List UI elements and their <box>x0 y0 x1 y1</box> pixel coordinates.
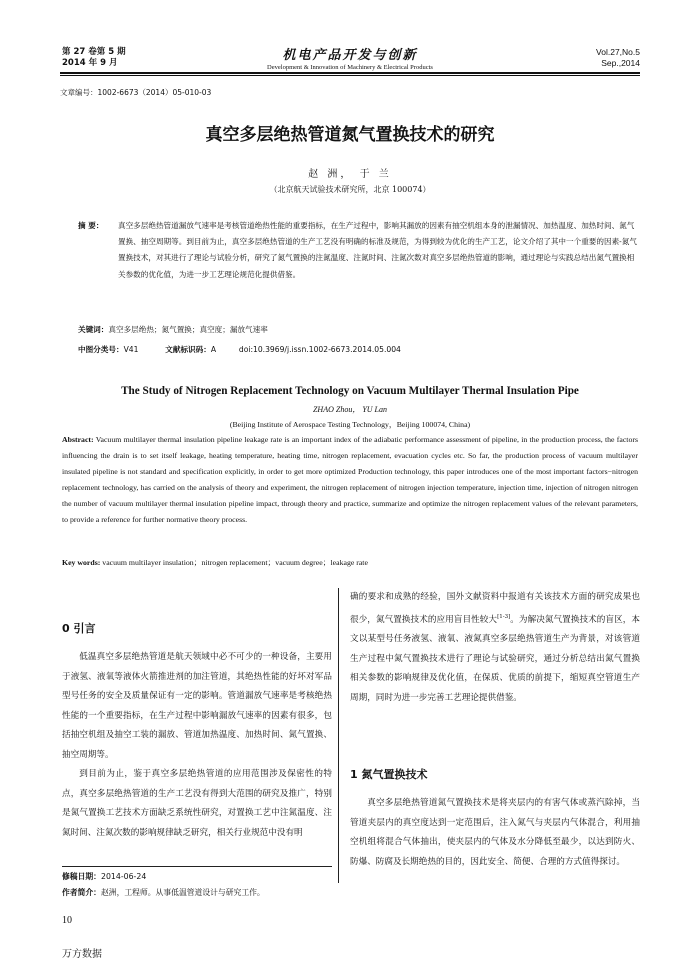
keywords-cn-label: 关键词： <box>78 325 109 334</box>
header-date-en: Sep.,2014 <box>601 58 640 68</box>
header-volume <box>596 47 640 69</box>
author-bio-label: 作者简介： <box>62 888 101 897</box>
section-0-p3-text: 确的要求和成熟的经验，国外文献资料中报道有关该技术方面的研究成果也很少，氮气置换技术的应用盲目性较大 <box>350 592 640 625</box>
doc-code-label: 文献标识码： <box>165 345 211 354</box>
watermark: 万方数据 <box>62 949 102 960</box>
footnote-rule <box>62 866 332 867</box>
column-divider <box>338 588 339 883</box>
abstract-en <box>62 432 638 529</box>
keywords-en <box>62 557 368 568</box>
header-volume-en: Vol.27,No.5 <box>596 47 640 57</box>
page-number: 10 <box>62 915 72 926</box>
footnote-received <box>62 871 146 882</box>
clc-label: 中图分类号： <box>78 345 124 354</box>
header-rule-thick <box>60 72 640 74</box>
footnote-author <box>62 887 265 898</box>
section-0-paragraph-3 <box>350 588 640 708</box>
keywords-cn-text: 真空多层绝热；氮气置换；真空度；漏放气速率 <box>108 325 268 334</box>
abstract-cn-label: 摘 要： <box>78 221 104 230</box>
header-issue <box>62 47 126 69</box>
section-0-heading: 0 引言 <box>62 622 96 635</box>
abstract-cn <box>78 218 638 283</box>
doc-code-value: A <box>210 345 217 354</box>
author-bio: 赵洲，工程师。从事低温管道设计与研究工作。 <box>100 888 265 897</box>
doi: doi:10.3969/j.issn.1002-6673.2014.05.004 <box>238 345 401 354</box>
abstract-en-text: Vacuum multilayer thermal insulation pipeline leakage rate is an important index of the adiabatic performance assessment of pipeline, in the production process, the factors influencing the drain is to set itself leakage, heating temperature, heating time, nitrogen replacement, evacuation cycles etc. So far, the production process of vacuum multilayer insulated pipeline is not standard and specification explicitly, in order to get more optimized Production technology, this paper introduces one of the most important factors−nitrogen replacement technology, has carried on the analysis of theory and experiment, the nitrogen replacement of nitrogen injection temperature, injection time, injection of nitrogen nitrogen the number of vacuum multilayer thermal insulation pipeline impact, through theory and practice, summarize and optimize the nitrogen replacement values of the relevant parameters, to provide a reference for further normative theory process. <box>62 435 638 525</box>
abstract-cn-text: 真空多层绝热管道漏放气速率是考核管道绝热性能的重要指标，在生产过程中，影响其漏放的因素有抽空机组本身的泄漏情况、加热温度、加热时间、氮气置换、抽空周期等。到目前为止，真空多层绝热管道的生产工艺没有明确的标准及规范，为得到较为优化的生产工艺，论文介绍了其中一个重要的因素-氮气置换技术，对其进行了理论与试验分析，研究了氮气置换的注氮温度、注氮时间、注氮次数对真空多层绝热管道的影响，通过理论与实践总结出氮气置换相关参数的优化值，为进一步工艺理论规范化提供借鉴。 <box>118 221 637 279</box>
journal-name <box>210 44 490 71</box>
authors-cn: 赵 洲， 于 兰 <box>308 169 392 180</box>
header-issue-cn: 第 27 卷第 5 期 <box>62 47 126 57</box>
affiliation-cn: （北京航天试验技术研究所，北京 100074） <box>269 185 431 194</box>
received-label: 修稿日期： <box>62 872 101 881</box>
keywords-en-text: vacuum multilayer insulation；nitrogen replacement；vacuum degree；leakage rate <box>102 558 368 567</box>
section-0-p3-text-cont: 。为解决氮气置换技术的盲区，本文以某型号任务液氢、液氧、液氮真空多层绝热管道生产为背景，对该管道生产过程中氮气置换技术进行了理论与试验研究，通过分析总结出氮气置换相关参数的影响规律及优化值，在保质、优质的前提下，缩短真空管道生产周期，同时为进一步完善工艺理论提供借鉴。 <box>350 614 640 703</box>
section-0-paragraph-1: 低温真空多层绝热管道是航天领域中必不可少的一种设备，主要用于液氢、液氧等液体火箭推进剂的加注管道，其绝热性能的好坏对军品型号任务的安全及质量保证有一定的影响。管道漏放气速率是考核绝热性能的一个重要指标，在生产过程中影响漏放气速率的因素有很多，包括抽空机组及抽空工装的漏放、管道加热温度、加热时间、氮气置换、抽空周期等。 <box>62 652 332 760</box>
classification-line <box>78 344 401 355</box>
paper-title-cn: 真空多层绝热管道氮气置换技术的研究 <box>205 125 495 145</box>
authors-en: ZHAO Zhou， YU Lan <box>312 405 387 414</box>
abstract-en-label: Abstract: <box>62 435 94 444</box>
paper-title-en: The Study of Nitrogen Replacement Technology on Vacuum Multilayer Thermal Insulation Pipe <box>121 385 579 397</box>
citation-ref: [1-3] <box>497 613 511 620</box>
section-0-paragraph-2: 到目前为止，鉴于真空多层绝热管道的应用范围涉及保密性的特点，真空多层绝热管道的生产工艺没有得到大范围的研究及推广，特别是氮气置换工艺技术方面缺乏系统性研究，对置换工艺中注氮温度、注氮时间、注氮次数的影响规律缺乏研究，相关行业规范中没有明 <box>62 769 332 838</box>
clc-value: V41 <box>123 345 139 354</box>
section-1-heading: 1 氮气置换技术 <box>350 768 428 781</box>
journal-name-cn: 机电产品开发与创新 <box>282 48 418 63</box>
article-number: 文章编号：1002-6673（2014）05-010-03 <box>60 88 212 97</box>
affiliation-en: (Beijing Institute of Aerospace Testing Technology，Beijing 100074, China) <box>229 420 471 429</box>
section-1-paragraph-1: 真空多层绝热管道氮气置换技术是将夹层内的有害气体或蒸汽除掉，当管道夹层内的真空度达到一定范围后，注入氮气与夹层内气体混合，利用抽空机组将混合气体抽出，使夹层内的气体及水分降低至最少，以达到防火、防爆、防腐及长期绝热的目的，因此安全、简便、合理的方式值得探讨。 <box>350 798 640 867</box>
header-rule-thin <box>60 75 640 76</box>
header-date-cn: 2014 年 9 月 <box>62 58 118 68</box>
keywords-cn <box>78 324 268 335</box>
received-date: 2014-06-24 <box>100 872 147 881</box>
keywords-en-label: Key words: <box>62 558 101 567</box>
journal-name-en: Development & Innovation of Machinery & Electrical Products <box>267 64 433 71</box>
